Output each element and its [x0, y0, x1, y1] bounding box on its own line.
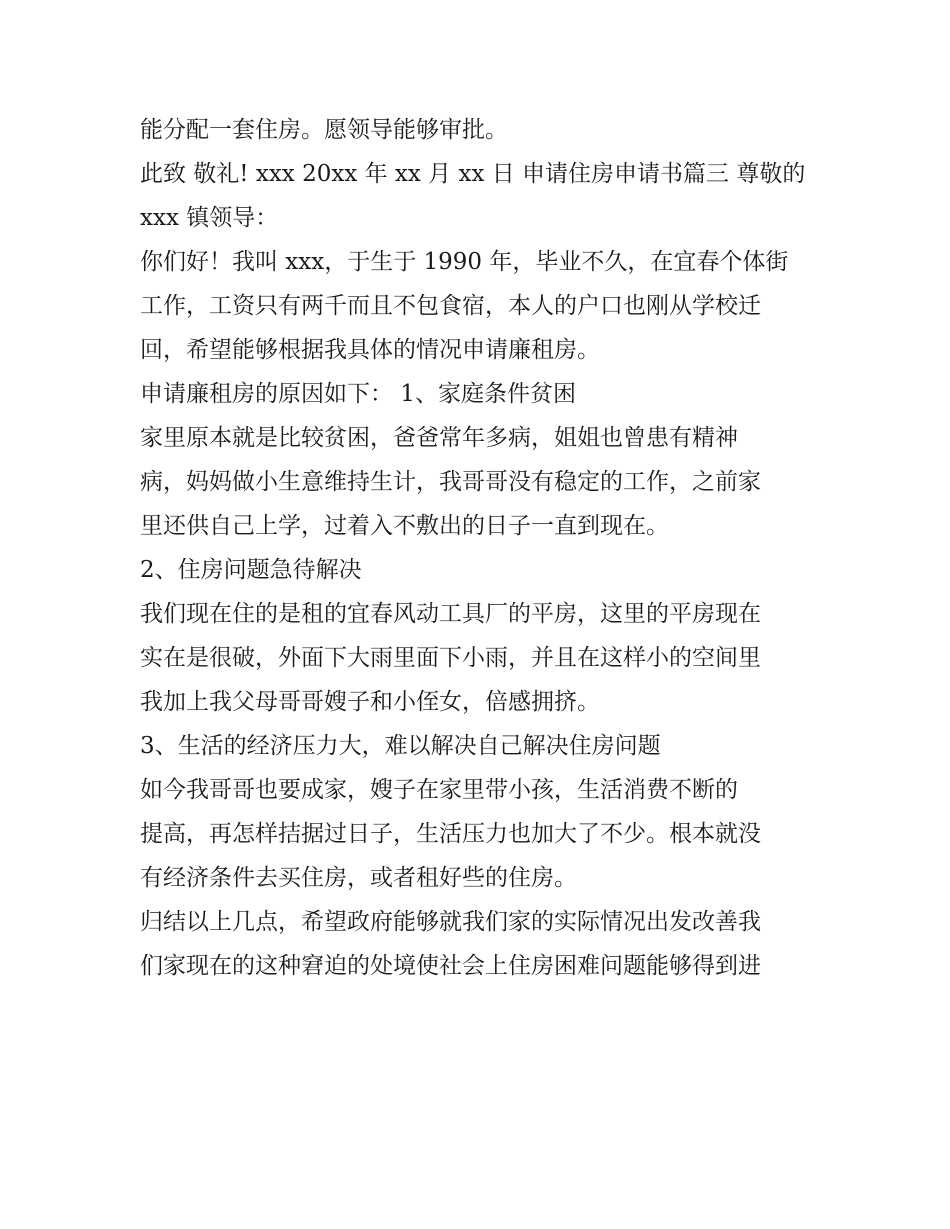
text-line: 回，希望能够根据我具体的情况申请廉租房。 [140, 337, 600, 363]
text-line: 你们好！我叫 xxx，于生于 1990 年，毕业不久，在宜春个体街 [140, 249, 789, 275]
text-line: 申请廉租房的原因如下： 1、家庭条件贫困 [140, 381, 576, 407]
text-line: 能分配一套住房。愿领导能够审批。 [140, 117, 508, 143]
text-line: 如今我哥哥也要成家，嫂子在家里带小孩，生活消费不断的 [140, 777, 738, 803]
text-line: 我加上我父母哥哥嫂子和小侄女，倍感拥挤。 [140, 689, 600, 715]
document-body [140, 108, 820, 988]
text-line: 我们现在住的是租的宜春风动工具厂的平房，这里的平房现在 [140, 601, 761, 627]
text-line: 归结以上几点，希望政府能够就我们家的实际情况出发改善我 [140, 909, 761, 935]
text-line: 提高，再怎样拮据过日子，生活压力也加大了不少。根本就没 [140, 821, 761, 847]
text-line: 此致 敬礼! xxx 20xx 年 xx 月 xx 日 申请住房申请书篇三 尊敬的 [140, 161, 806, 187]
text-line: 有经济条件去买住房，或者租好些的住房。 [140, 865, 577, 891]
text-line: 2、住房问题急待解决 [140, 557, 362, 583]
text-line: 里还供自己上学，过着入不敷出的日子一直到现在。 [140, 513, 669, 539]
text-line: 工作，工资只有两千而且不包食宿，本人的户口也刚从学校迁 [140, 293, 761, 319]
text-line: 3、生活的经济压力大，难以解决自己解决住房问题 [140, 733, 661, 759]
text-line: xxx 镇领导： [140, 205, 279, 231]
text-line: 病，妈妈做小生意维持生计，我哥哥没有稳定的工作，之前家 [140, 469, 761, 495]
text-line: 实在是很破，外面下大雨里面下小雨，并且在这样小的空间里 [140, 645, 761, 671]
text-line: 家里原本就是比较贫困，爸爸常年多病，姐姐也曾患有精神 [140, 425, 738, 451]
text-line: 们家现在的这种窘迫的处境使社会上住房困难问题能够得到进 [140, 953, 761, 979]
